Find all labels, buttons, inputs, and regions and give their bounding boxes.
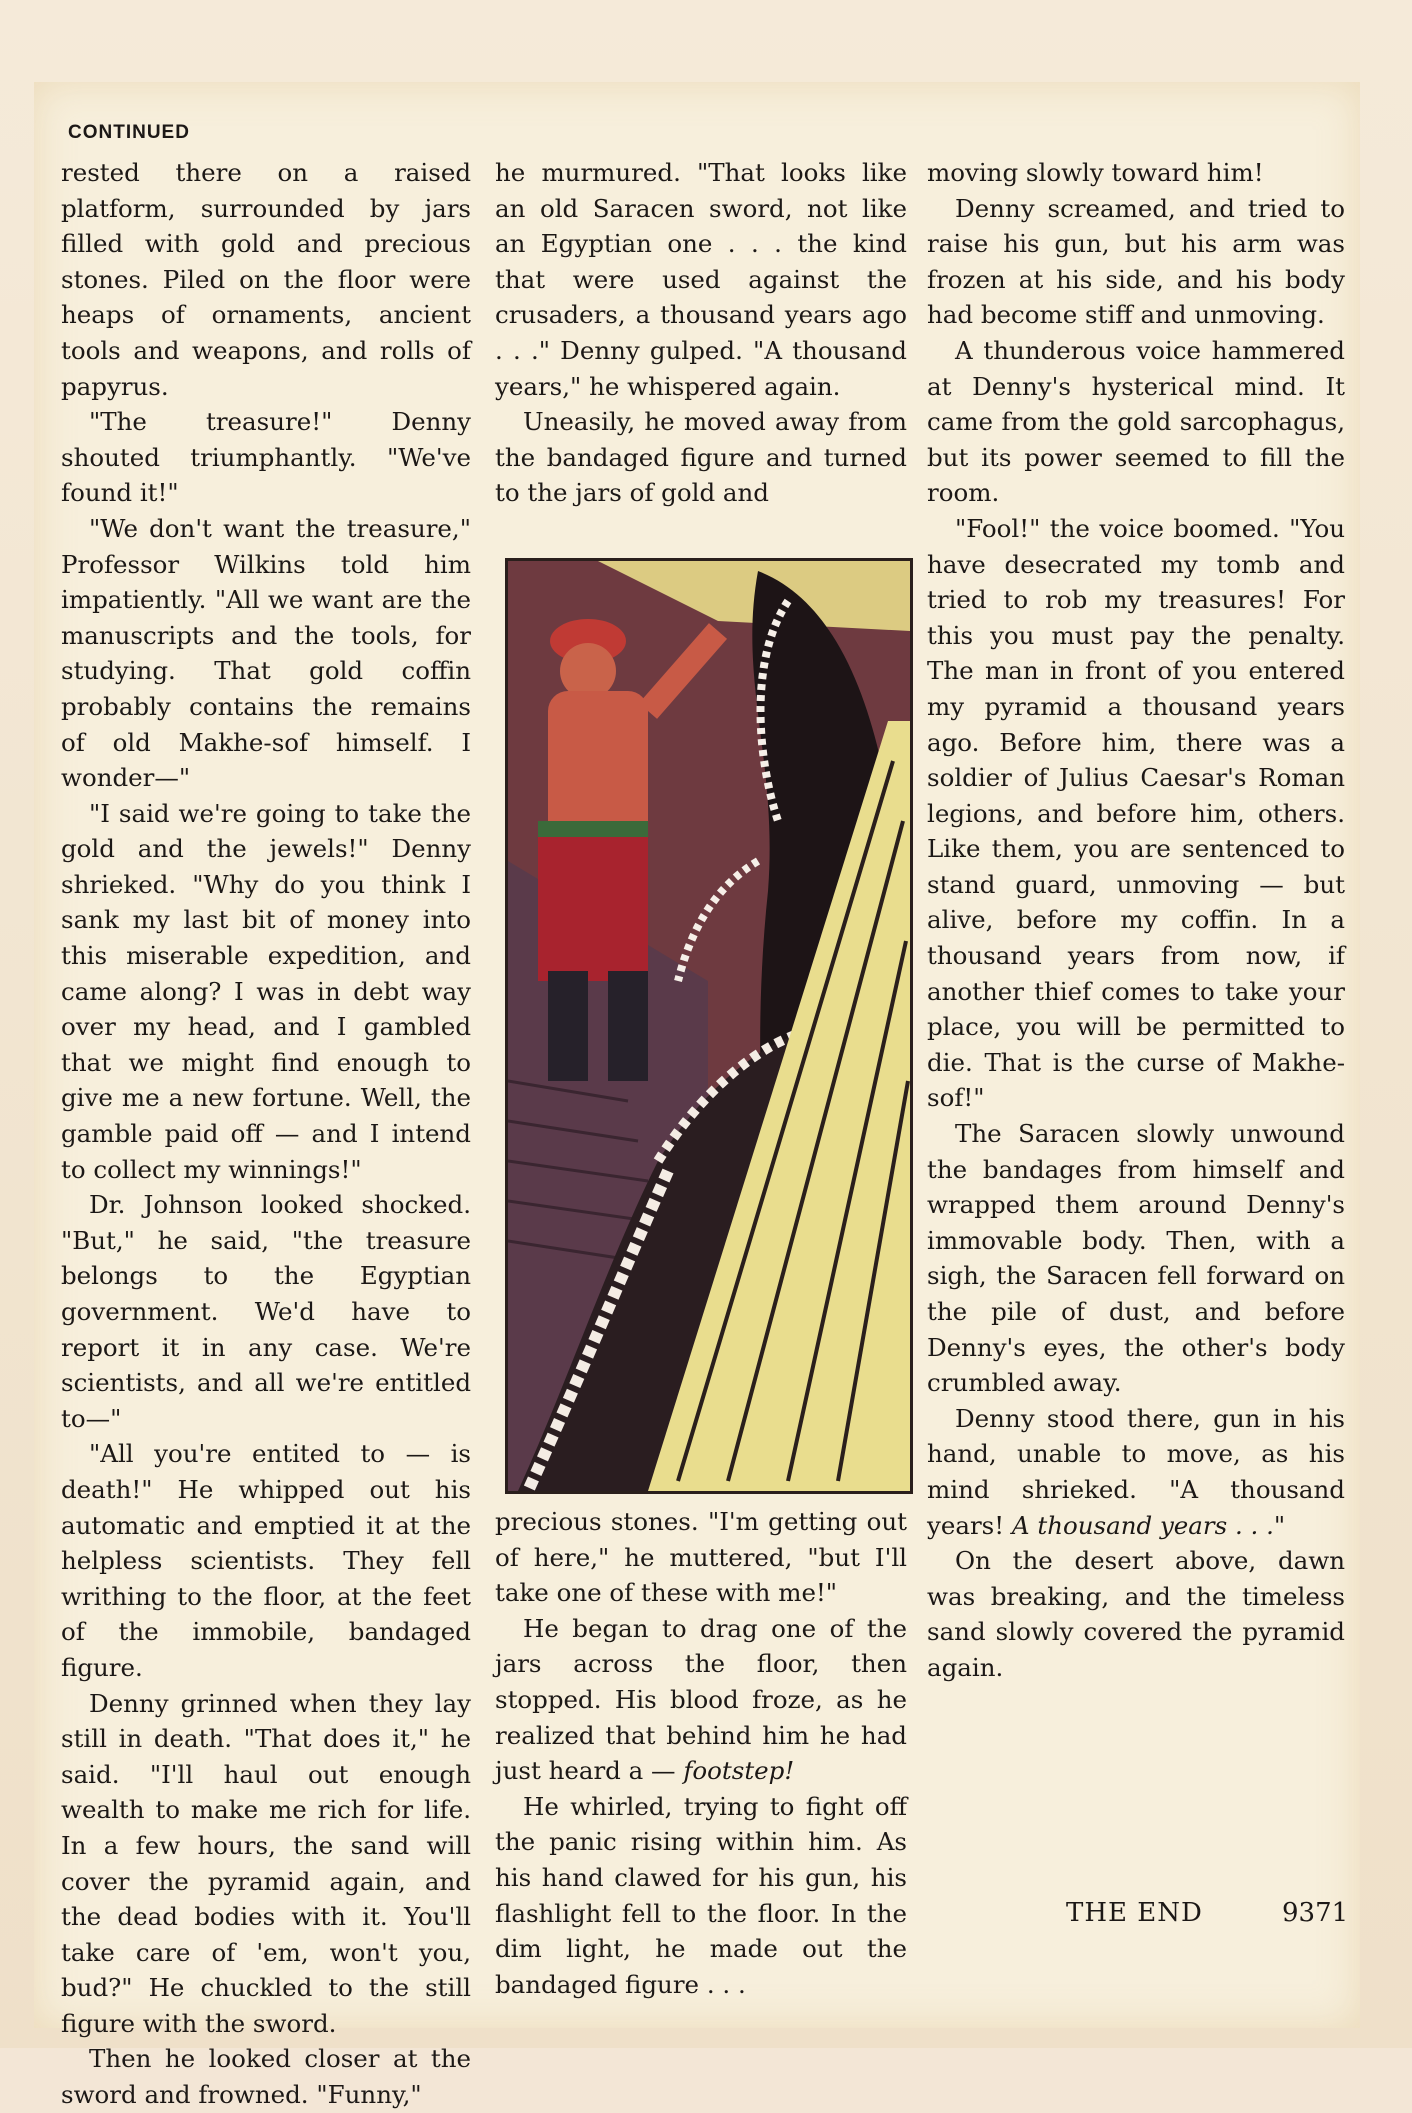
paragraph: He whirled, trying to fight off the panic rising within him. As his hand clawed for his gun, his flashlight fell to the floor. In the dim light, he made out the bandaged figure . . .	[495, 1791, 907, 1999]
paragraph: "The treasure!" Denny shouted triumphantly. "We've found it!"	[61, 407, 471, 508]
column-2-lower-text	[495, 1504, 907, 2002]
paragraph: Dr. Johnson looked shocked. "But," he said, "the treasure belongs to the Egyptian government. We'd have to report it in any case. We're scientists, and all we're entitled to—"	[61, 1190, 471, 1433]
paragraph: "I said we're going to take the gold and the jewels!" Denny shrieked. "Why do you think I sank my last bit of money into this miserable expedition, and came along? I was in debt way over my head, and I gambled that we might find enough to give me a new fortune. Well, the gamble paid off — and I intend to collect my winnings!"	[61, 798, 471, 1184]
paragraph-text: He began to drag one of the jars across the floor, then stopped. His blood froze, as he realized that behind him he had just heard a —	[495, 1613, 907, 1786]
panel-illustration	[508, 561, 910, 1491]
the-end-label: THE END	[1066, 1898, 1203, 1928]
paragraph: A thunderous voice hammered at Denny's hysterical mind. It came from the gold sarcophagus, but its power seemed to fill the room.	[927, 335, 1345, 508]
paragraph: Denny grinned when they lay still in death. "That does it," he said. "I'll haul out enough wealth to make me rich for life. In a few hours, the sand will cover the pyramid again, and the dead bodies with it. You'll take care of 'em, won't you, bud?" He chuckled to the still figure with the sword.	[61, 1688, 471, 2038]
paragraph: Then he looked closer at the sword and frowned. "Funny,"	[61, 2044, 471, 2110]
paragraph	[927, 1401, 1345, 1543]
paragraph: "All you're entited to — is death!" He whipped out his automatic and emptied it at the helpless scientists. They fell writhing to the floor, at the feet of the immobile, bandaged figure.	[61, 1439, 471, 1682]
paragraph: rested there on a raised platform, surrounded by jars filled with gold and precious stones. Piled on the floor were heaps of ornaments, ancient tools and weapons, and rolls of papyrus.	[61, 158, 471, 401]
paragraph	[495, 1611, 907, 1789]
comic-panel	[505, 558, 913, 1494]
paragraph: "Fool!" the voice boomed. "You have desecrated my tomb and tried to rob my treasures! For this you must pay the penalty. The man in front of you entered my pyramid a thousand years ago. Before him, there was a soldier of Julius Caesar's Roman legions, and before him, others. Like them, you are sentenced to stand guard, unmoving — but alive, before my coffin. In a thousand years from now, if another thief comes to take your place, you will be permitted to die. That is the curse of Makhe-sof!"	[927, 513, 1345, 1113]
page-code: 9371	[1282, 1898, 1349, 1928]
paragraph-text: Denny stood there, gun in his hand, unable to move, as his mind shrieked. "A thousand years!	[927, 1403, 1345, 1540]
paragraph: Uneasily, he moved away from the bandaged figure and turned to the jars of gold and	[495, 407, 907, 508]
text-column-3	[927, 155, 1345, 1686]
text-column-1	[61, 155, 471, 2113]
italic-footstep: footstep!	[683, 1756, 795, 1786]
paragraph: Denny screamed, and tried to raise his gun, but his arm was frozen at his side, and his body had become stiff and unmoving.	[927, 193, 1345, 330]
paragraph: On the desert above, dawn was breaking, and the timeless sand slowly covered the pyramid again.	[927, 1546, 1345, 1682]
paragraph: "We don't want the treasure," Professor Wilkins told him impatiently. "All we want are the manuscripts and the tools, for studying. That gold coffin probably contains the remains of old Makhe-sof himself. I wonder—"	[61, 513, 471, 793]
italic-thousand-years: A thousand years . . ."	[1011, 1510, 1286, 1540]
continued-label: CONTINUED	[68, 122, 190, 143]
text-column-2	[495, 155, 907, 1999]
paragraph: he murmured. "That looks like an old Saracen sword, not like an Egyptian one . . . the kind that were used against the crusaders, a thousand years ago . . ." Denny gulped. "A thousand years," he whispered again.	[495, 158, 907, 401]
paragraph: moving slowly toward him!	[927, 158, 1264, 187]
paragraph: The Saracen slowly unwound the bandages from himself and wrapped them around Denny's immovable body. Then, with a sigh, the Saracen fell forward on the pile of dust, and before Denny's eyes, the other's body crumbled away.	[927, 1119, 1345, 1398]
paragraph: precious stones. "I'm getting out of here," he muttered, "but I'll take one of these with me!"	[495, 1507, 907, 1608]
